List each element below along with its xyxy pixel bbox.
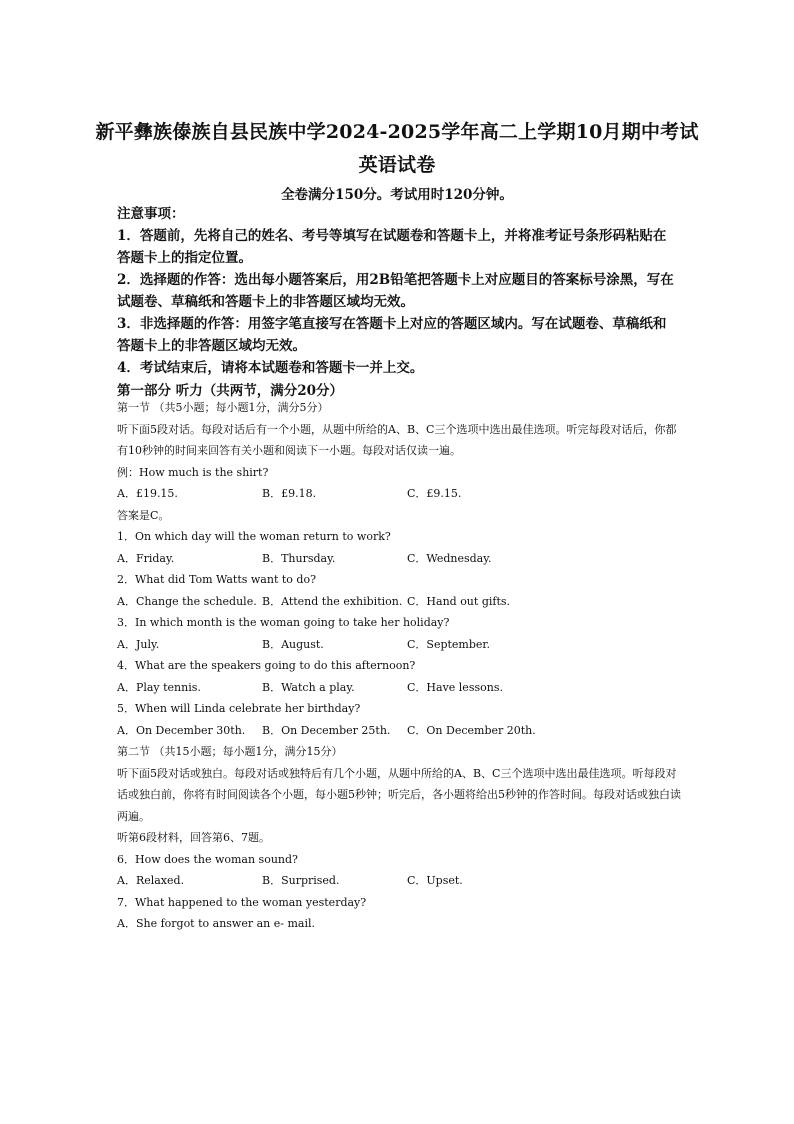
exam-title-line2: 英语试卷 xyxy=(358,154,436,176)
question-3-options xyxy=(117,634,683,656)
question-6-options xyxy=(117,870,683,892)
question-1-options xyxy=(117,548,683,570)
listening-body xyxy=(117,397,683,935)
example-answer: 答案是C。 xyxy=(117,508,170,522)
question-1: 1．On which day will the woman return to work? xyxy=(117,530,391,543)
question-3: 3．In which month is the woman going to take her holiday? xyxy=(117,616,450,629)
question-5-options xyxy=(117,720,683,742)
question-7: 7．What happened to the woman yesterday? xyxy=(117,895,367,909)
option-a: A．July. xyxy=(117,637,160,651)
notes-section xyxy=(117,203,677,402)
option-a: A．Relaxed. xyxy=(117,874,185,887)
section2-heading: 第二节 （共15小题；每小题1分，满分15分） xyxy=(117,745,343,758)
option-c: C．September. xyxy=(407,637,490,651)
option-a: A．On December 30th. xyxy=(117,723,246,737)
option-c: C．£9.15. xyxy=(407,487,462,500)
question-4: 4．What are the speakers going to do this afternoon? xyxy=(117,659,416,672)
example-question: 例：How much is the shirt? xyxy=(117,465,269,479)
option-a: A．Friday. xyxy=(117,551,175,565)
option-b: B．Thursday. xyxy=(262,551,336,565)
option-b: B．Surprised. xyxy=(262,874,340,887)
material-note: 听第6段材料，回答第6、7题。 xyxy=(117,831,270,844)
note-item-2: 2．选择题的作答：选出每小题答案后，用2B铅笔把答题卡上对应题目的答案标号涂黑，写在试题卷、草稿纸和答题卡上的非答题区域均无效。 xyxy=(117,272,674,310)
option-c: C．Have lessons. xyxy=(407,680,503,694)
section2-instructions: 听下面5段对话或独白。每段对话或独特后有几个小题，从题中所给的A、B、C三个选项中选出最佳选项。听每段对话或独白前，你将有时间阅读各个小题，每小题5秒钟；听完后，各小题将给出5秒钟的作答时间。每段对话或独白读两遍。 xyxy=(117,766,681,823)
option-c: C．On December 20th. xyxy=(407,723,536,737)
option-b: B．Watch a play. xyxy=(262,680,355,694)
notes-heading: 注意事项： xyxy=(117,206,185,222)
option-c: C．Upset. xyxy=(407,874,463,887)
option-a: A．Change the schedule. xyxy=(117,594,257,608)
section1-instructions: 听下面5段对话。每段对话后有一个小题，从题中所给的A、B、C三个选项中选出最佳选项。听完每段对话后，你都有10秒钟的时间来回答有关小题和阅读下一小题。每段对话仅读一遍。 xyxy=(117,422,677,457)
section1-heading: 第一节 （共5小题；每小题1分，满分5分） xyxy=(117,401,329,414)
option-a: A．£19.15. xyxy=(117,487,178,500)
note-item-3: 3．非选择题的作答：用签字笔直接写在答题卡上对应的答题区域内。写在试题卷、草稿纸和答题卡上的非答题区域均无效。 xyxy=(117,316,667,354)
question-6: 6．How does the woman sound? xyxy=(117,852,298,866)
note-item-1: 1．答题前，先将自己的姓名、考号等填写在试题卷和答题卡上，并将准考证号条形码粘贴在答题卡上的指定位置。 xyxy=(117,228,667,266)
question-2-options xyxy=(117,591,683,613)
question-4-options xyxy=(117,677,683,699)
exam-title-line1: 新平彝族傣族自县民族中学2024-2025学年高二上学期10月期中考试 xyxy=(95,121,699,143)
example-options xyxy=(117,483,683,505)
option-c: C．Hand out gifts. xyxy=(407,594,511,608)
part1-heading: 第一部分 听力（共两节，满分20分） xyxy=(117,383,343,399)
option-b: B．On December 25th. xyxy=(262,723,391,737)
option-b: B．August. xyxy=(262,637,324,651)
question-5: 5．When will Linda celebrate her birthday? xyxy=(117,702,361,715)
option-b: B．£9.18. xyxy=(262,487,317,500)
option-a: A．Play tennis. xyxy=(117,680,201,694)
question-2: 2．What did Tom Watts want to do? xyxy=(117,573,316,586)
option-b: B．Attend the exhibition. xyxy=(262,594,403,608)
option-c: C．Wednesday. xyxy=(407,551,492,565)
note-item-4: 4．考试结束后，请将本试题卷和答题卡一并上交。 xyxy=(117,360,424,376)
question-7-option-a: A．She forgot to answer an e- mail. xyxy=(117,917,315,930)
exam-subtitle: 全卷满分150分。考试用时120分钟。 xyxy=(281,187,513,203)
